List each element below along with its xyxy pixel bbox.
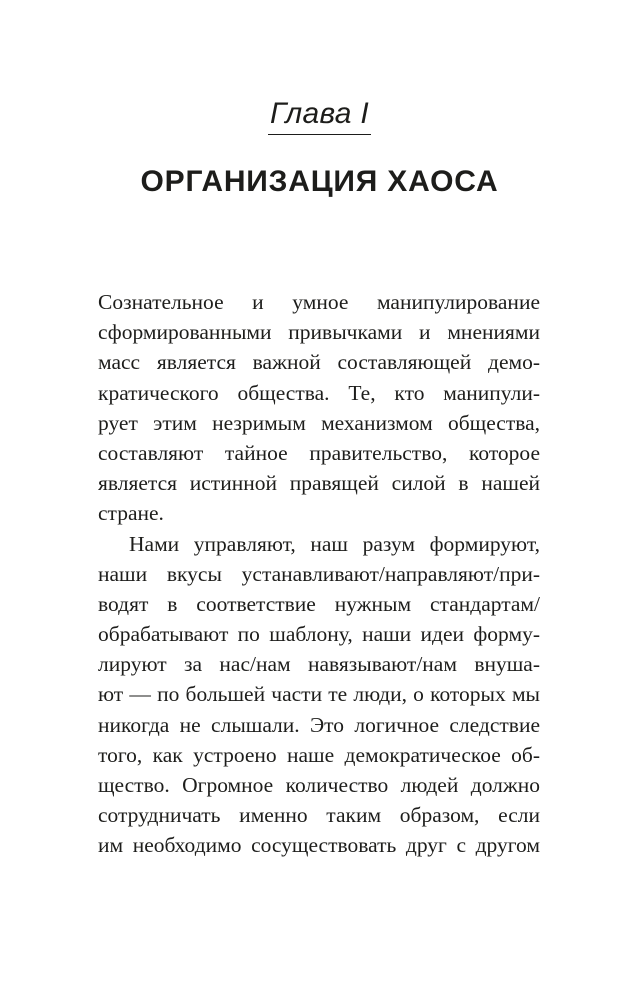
paragraph-2-line-7: никогда не слышали. Это логичное следствие [98,712,540,737]
chapter-body [98,287,540,861]
paragraph-1-line-8: стране. [98,501,164,526]
paragraph-1-line-7: является истинной правящей силой в нашей [98,471,540,496]
chapter-label [0,96,639,135]
paragraph-2-line-10: сотрудничать именно таким образом, если [98,803,540,828]
paragraph-1-line-3: масс является важной составляющей демо- [98,350,540,375]
paragraph-2-line-9: щество. Огромное количество людей должно [98,773,540,797]
paragraph-2-line-8: того, как устроено наше демократическое об- [98,742,540,767]
paragraph-2-line-6: ют — по большей части те люди, о которых мы [98,682,540,707]
paragraph-1-line-5: рует этим незримым механизмом общества, [98,410,540,435]
paragraph-2-line-4: обрабатывают по шаблону, наши идеи форму- [98,622,540,647]
paragraph-2-line-5: лируют за нас/нам навязывают/нам внуша- [98,652,540,677]
paragraph-1-line-4: кратического общества. Те, кто манипули- [98,380,540,405]
paragraph-2-line-1: Нами управляют, наш разум формируют, [129,531,540,556]
paragraph-2-line-2: наши вкусы устанавливают/направляют/при- [98,561,540,586]
paragraph-1-line-6: составляют тайное правительство, которое [98,440,540,465]
paragraph-2-line-11: им необходимо сосуществовать друг с другом [98,833,540,858]
paragraph-1-line-2: сформированными привычками и мнениями [98,320,540,345]
chapter-title: ОРГАНИЗАЦИЯ ХАОСА [140,165,499,198]
paragraph-1-line-1: Сознательное и умное манипулирование [98,290,540,314]
paragraph-2-line-3: водят в соответствие нужным стандартам/ [98,591,540,616]
chapter-label-text: Глава I [268,96,371,135]
